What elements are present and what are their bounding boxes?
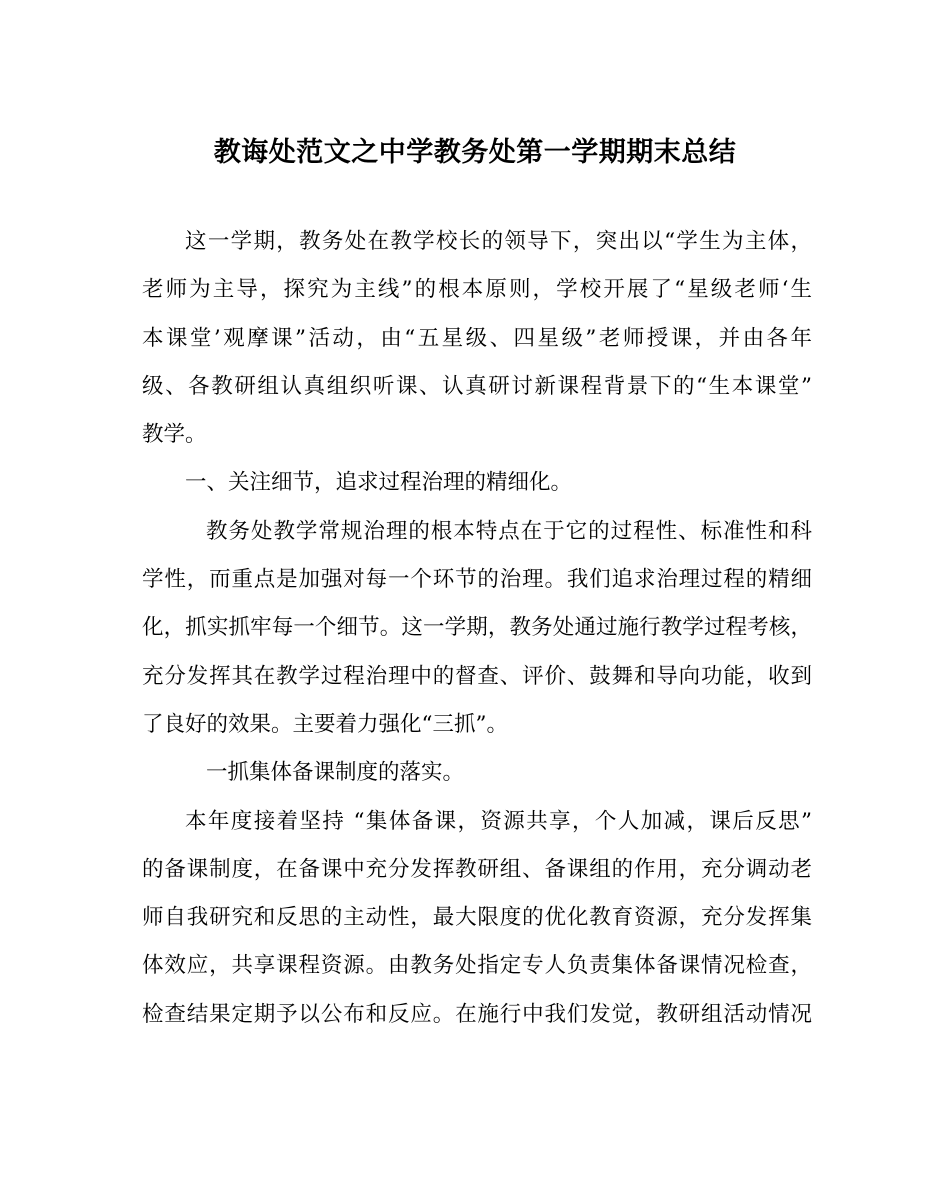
paragraph-1-line-2: 老师为主导，探究为主线”的根本原则，学校开展了“星级老师‘生	[142, 277, 812, 303]
document-title: 教诲处范文之中学教务处第一学期期末总结	[213, 137, 737, 168]
paragraph-3-line-5: 检查结果定期予以公布和反应。在施行中我们发觉，教研组活动情况	[142, 1001, 812, 1027]
paragraph-1-line-5: 教学。	[142, 422, 207, 448]
paragraph-3-line-1: 本年度接着坚持 “集体备课，资源共享，个人加减，课后反思”	[185, 808, 812, 834]
document-body	[142, 218, 812, 1039]
paragraph-1-line-4: 级、各教研组认真组织听课、认真研讨新课程背景下的“生本课堂”	[142, 373, 812, 399]
paragraph-2-line-2: 学性，而重点是加强对每一个环节的治理。我们追求治理过程的精细	[142, 567, 812, 593]
section-heading-1: 一、关注细节，追求过程治理的精细化。	[185, 470, 573, 496]
paragraph-2-line-4: 充分发挥其在教学过程治理中的督查、评价、鼓舞和导向功能，收到	[142, 663, 812, 689]
paragraph-1-line-3: 本课堂’观摩课”活动，由“五星级、四星级”老师授课，并由各年	[142, 325, 812, 351]
paragraph-3-line-2: 的备课制度，在备课中充分发挥教研组、备课组的作用，充分调动老	[142, 856, 812, 882]
paragraph-2-line-3: 化，抓实抓牢每一个细节。这一学期，教务处通过施行教学过程考核，	[142, 615, 812, 641]
paragraph-2-line-5: 了良好的效果。主要着力强化“三抓”。	[142, 711, 508, 737]
sub-heading-1: 一抓集体备课制度的落实。	[206, 760, 465, 786]
paragraph-3-line-3: 师自我研究和反思的主动性，最大限度的优化教育资源，充分发挥集	[142, 905, 812, 931]
paragraph-1-line-1: 这一学期，教务处在教学校长的领导下，突出以“学生为主体，	[185, 229, 812, 254]
paragraph-3-line-4: 体效应，共享课程资源。由教务处指定专人负责集体备课情况检查，	[142, 953, 812, 979]
paragraph-2-line-1: 教务处教学常规治理的根本特点在于它的过程性、标准性和科	[206, 518, 812, 544]
